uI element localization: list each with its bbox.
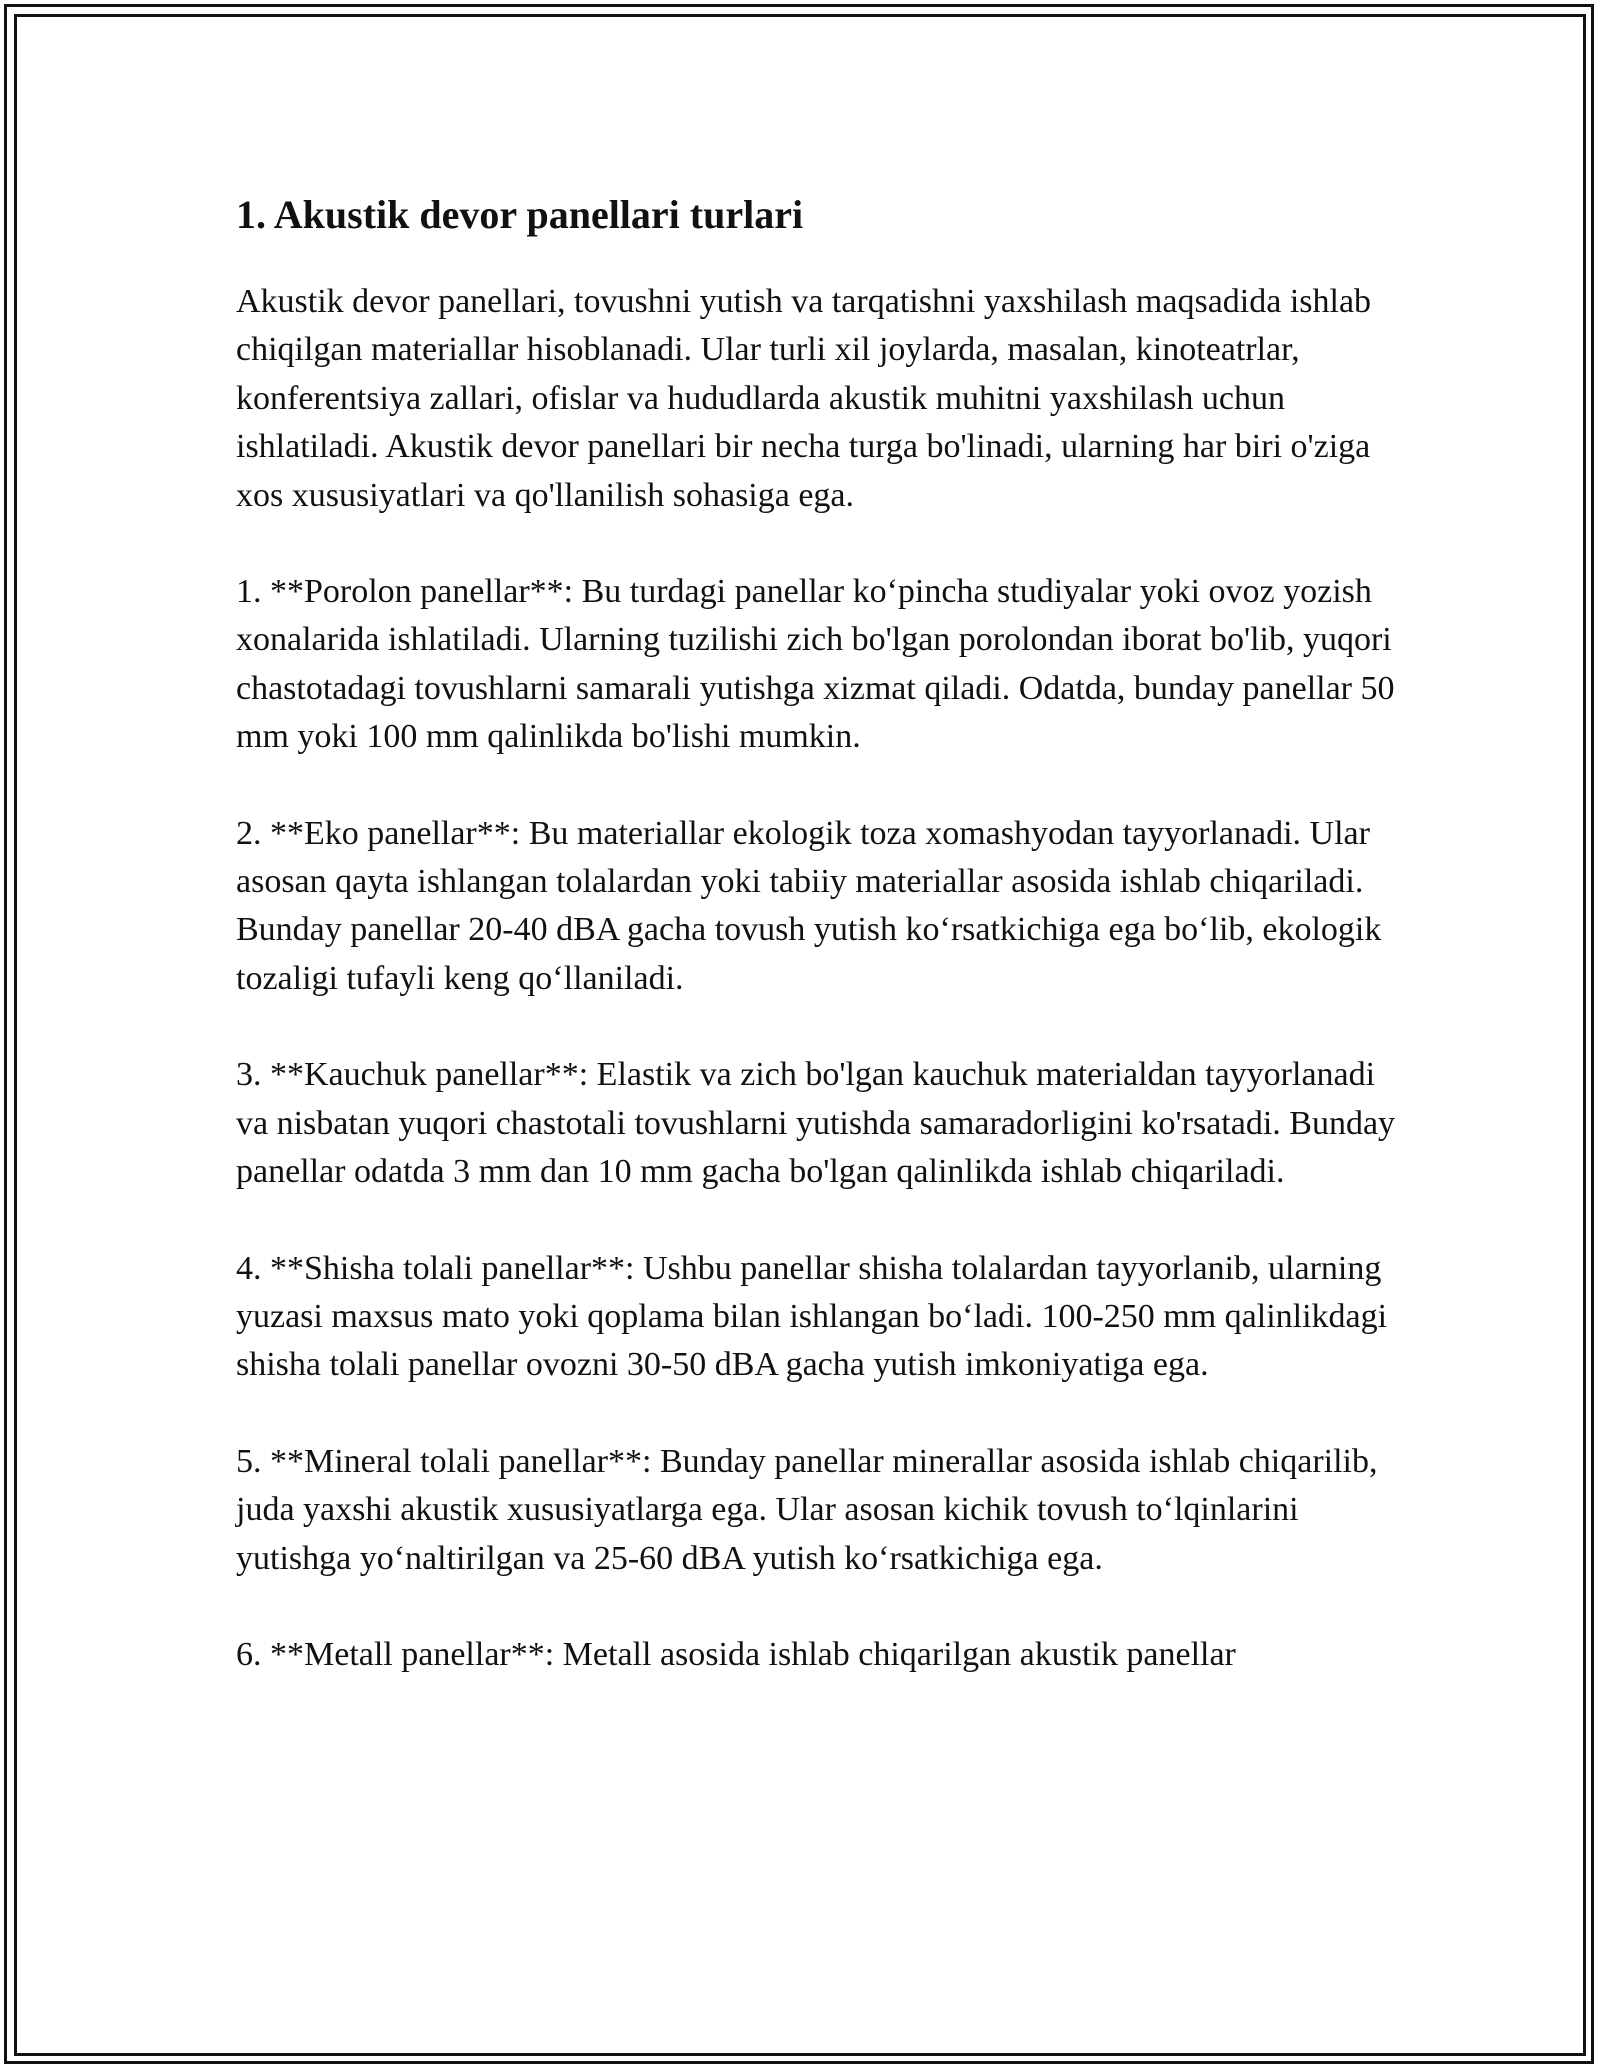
list-item-kauchuk: 3. **Kauchuk panellar**: Elastik va zich bo'lgan kauchuk materialdan tayyorlanadi va nisbatan yuqori chastotali tovushlarni yutishda samaradorligini ko'rsatadi. Bunday panellar odatda 3 mm dan 10 mm gacha bo'lgan qalinlikda ishlab chiqariladi. (236, 1056, 1396, 1191)
list-item-mineral: 5. **Mineral tolali panellar**: Bunday panellar minerallar asosida ishlab chiqarilib, juda yaxshi akustik xususiyatlarga ega. Ular asosan kichik tovush to‘lqinlarini yutishga yo‘naltirilgan va 25-60 dBA yutish ko‘rsatkichiga ega. (236, 1442, 1378, 1577)
document-body (236, 186, 1396, 1727)
list-item-porolon: 1. **Porolon panellar**: Bu turdagi panellar ko‘pincha studiyalar yoki ovoz yozish xonalarida ishlatiladi. Ularning tuzilishi zich bo'lgan porolondan iborat bo'lib, yuqori chastotadagi tovushlarni samarali yutishga xizmat qiladi. Odatda, bunday panellar 50 mm yoki 100 mm qalinlikda bo'lishi mumkin. (236, 573, 1395, 756)
list-item-eko: 2. **Eko panellar**: Bu materiallar ekologik toza xomashyodan tayyorlanadi. Ular asosan qayta ishlangan tolalardan yoki tabiiy materiallar asosida ishlab chiqariladi. Bunday panellar 20-40 dBA gacha tovush yutish ko‘rsatkichiga ega bo‘lib, ekologik tozaligi tufayli keng qo‘llaniladi. (236, 814, 1382, 997)
list-item-shisha: 4. **Shisha tolali panellar**: Ushbu panellar shisha tolalardan tayyorlanib, ularning yuzasi maxsus mato yoki qoplama bilan ishlangan bo‘ladi. 100-250 mm qalinlikdagi shisha tolali panellar ovozni 30-50 dBA gacha yutish imkoniyatiga ega. (236, 1249, 1388, 1384)
section-heading: 1. Akustik devor panellari turlari (236, 192, 804, 237)
list-item-metall: 6. **Metall panellar**: Metall asosida ishlab chiqarilgan akustik panellar (236, 1635, 1236, 1673)
intro-paragraph: Akustik devor panellari, tovushni yutish va tarqatishni yaxshilash maqsadida ishlab chiqilgan materiallar hisoblanadi. Ular turli xil joylarda, masalan, kinoteatrlar, konferentsiya zallari, ofislar va hududlarda akustik muhitni yaxshilash uchun ishlatiladi. Akustik devor panellari bir necha turga bo'linadi, ularning har biri o'ziga xos xususiyatlari va qo'llanilish sohasiga ega. (236, 283, 1372, 514)
